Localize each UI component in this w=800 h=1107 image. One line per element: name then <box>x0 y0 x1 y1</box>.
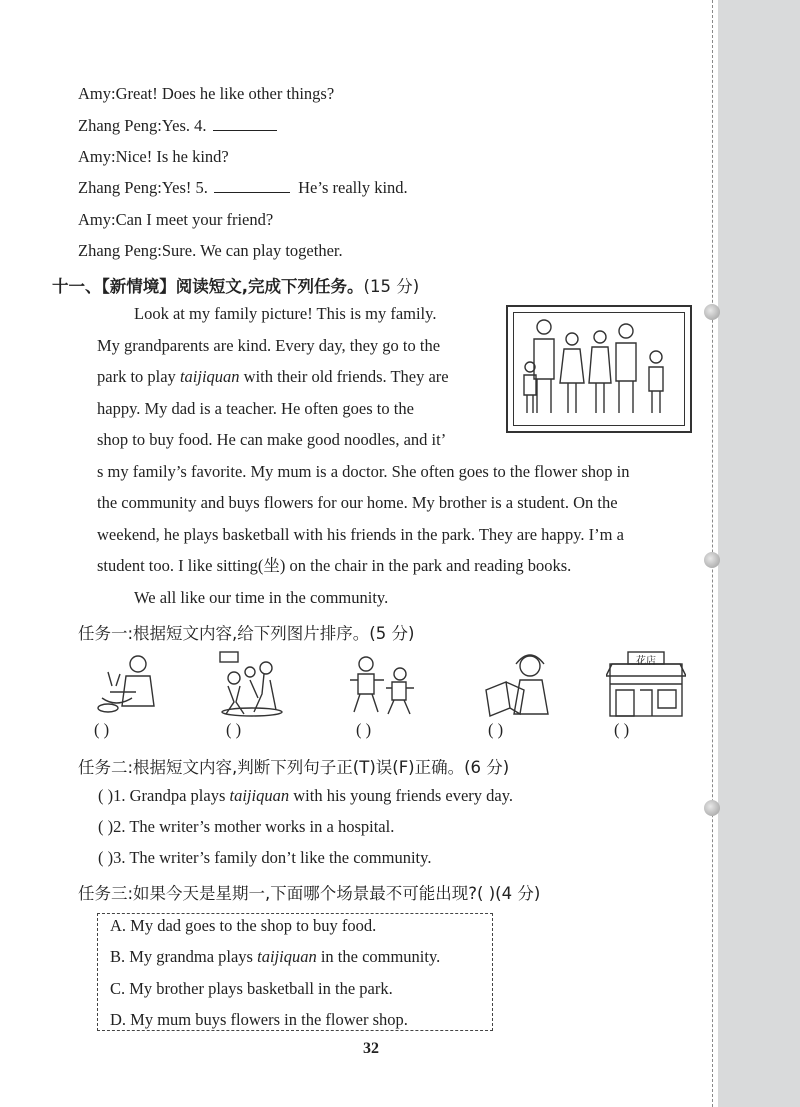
order-blank[interactable]: ( ) <box>356 720 372 739</box>
binding-margin <box>718 0 800 1107</box>
basketball-icon <box>212 650 292 718</box>
shop-sign: 花店 <box>636 656 656 667</box>
dialogue-line: Amy:Great! Does he like other things? <box>78 84 335 103</box>
answer-blank[interactable] <box>213 116 277 131</box>
binding-hole-icon <box>704 552 720 568</box>
answer-blank[interactable] <box>214 178 290 193</box>
passage-line: shop to buy food. He can make good noodles, and it’ <box>97 430 447 449</box>
passage-line: park to play taijiquan with their old friends. They are <box>97 367 449 386</box>
task2-title: 任务二:根据短文内容,判断下列句子正(T)误(F)正确。(6 分) <box>78 758 510 777</box>
option-c[interactable]: C. My brother plays basketball in the park. <box>110 979 393 998</box>
passage-line: Look at my family picture! This is my family. <box>134 304 437 323</box>
taijiquan-icon <box>342 650 422 718</box>
order-blank[interactable]: ( ) <box>94 720 110 739</box>
passage-line: weekend, he plays basketball with his friends in the park. They are happy. I’m a <box>97 525 624 544</box>
family-icon <box>514 313 684 425</box>
passage-line: student too. I like sitting(坐) on the chair in the park and reading books. <box>97 556 572 575</box>
binding-hole-icon <box>704 800 720 816</box>
passage-line: the community and buys flowers for our home. My brother is a student. On the <box>97 493 618 512</box>
order-blank[interactable]: ( ) <box>614 720 630 739</box>
option-d[interactable]: D. My mum buys flowers in the flower shop. <box>110 1010 408 1029</box>
order-blank[interactable]: ( ) <box>226 720 242 739</box>
family-picture <box>506 305 692 433</box>
tf-item[interactable]: ( )2. The writer’s mother works in a hospital. <box>98 817 395 836</box>
tf-item[interactable]: ( )1. Grandpa plays taijiquan with his young friends every day. <box>98 786 514 805</box>
task1-title: 任务一:根据短文内容,给下列图片排序。(5 分) <box>78 624 415 643</box>
options-box <box>97 913 493 1031</box>
dialogue-line: Amy:Can I meet your friend? <box>78 210 274 229</box>
flower-shop-icon <box>606 650 686 718</box>
reading-icon <box>480 650 560 718</box>
task3-title: 任务三:如果今天是星期一,下面哪个场景最不可能出现?( )(4 分) <box>78 884 541 903</box>
dialogue-line: Zhang Peng:Yes! 5. He’s really kind. <box>78 178 408 197</box>
passage-line: s my family’s favorite. My mum is a doctor. She often goes to the flower shop in <box>97 462 630 481</box>
dialogue-line: Amy:Nice! Is he kind? <box>78 147 229 166</box>
tf-item[interactable]: ( )3. The writer’s family don’t like the community. <box>98 848 432 867</box>
dialogue-line: Zhang Peng:Yes. 4. <box>78 116 277 136</box>
dialogue-line: Zhang Peng:Sure. We can play together. <box>78 241 343 260</box>
order-blank[interactable]: ( ) <box>488 720 504 739</box>
passage-line: We all like our time in the community. <box>134 588 389 607</box>
page-number: 32 <box>363 1040 379 1057</box>
cooking-icon <box>90 650 170 718</box>
binding-hole-icon <box>704 304 720 320</box>
section-title: 十一、【新情境】阅读短文,完成下列任务。(15 分) <box>52 277 420 296</box>
option-a[interactable]: A. My dad goes to the shop to buy food. <box>110 916 377 935</box>
passage-line: happy. My dad is a teacher. He often goes to the <box>97 399 414 418</box>
passage-line: My grandparents are kind. Every day, they go to the <box>97 336 441 355</box>
option-b[interactable]: B. My grandma plays taijiquan in the community. <box>110 947 441 966</box>
